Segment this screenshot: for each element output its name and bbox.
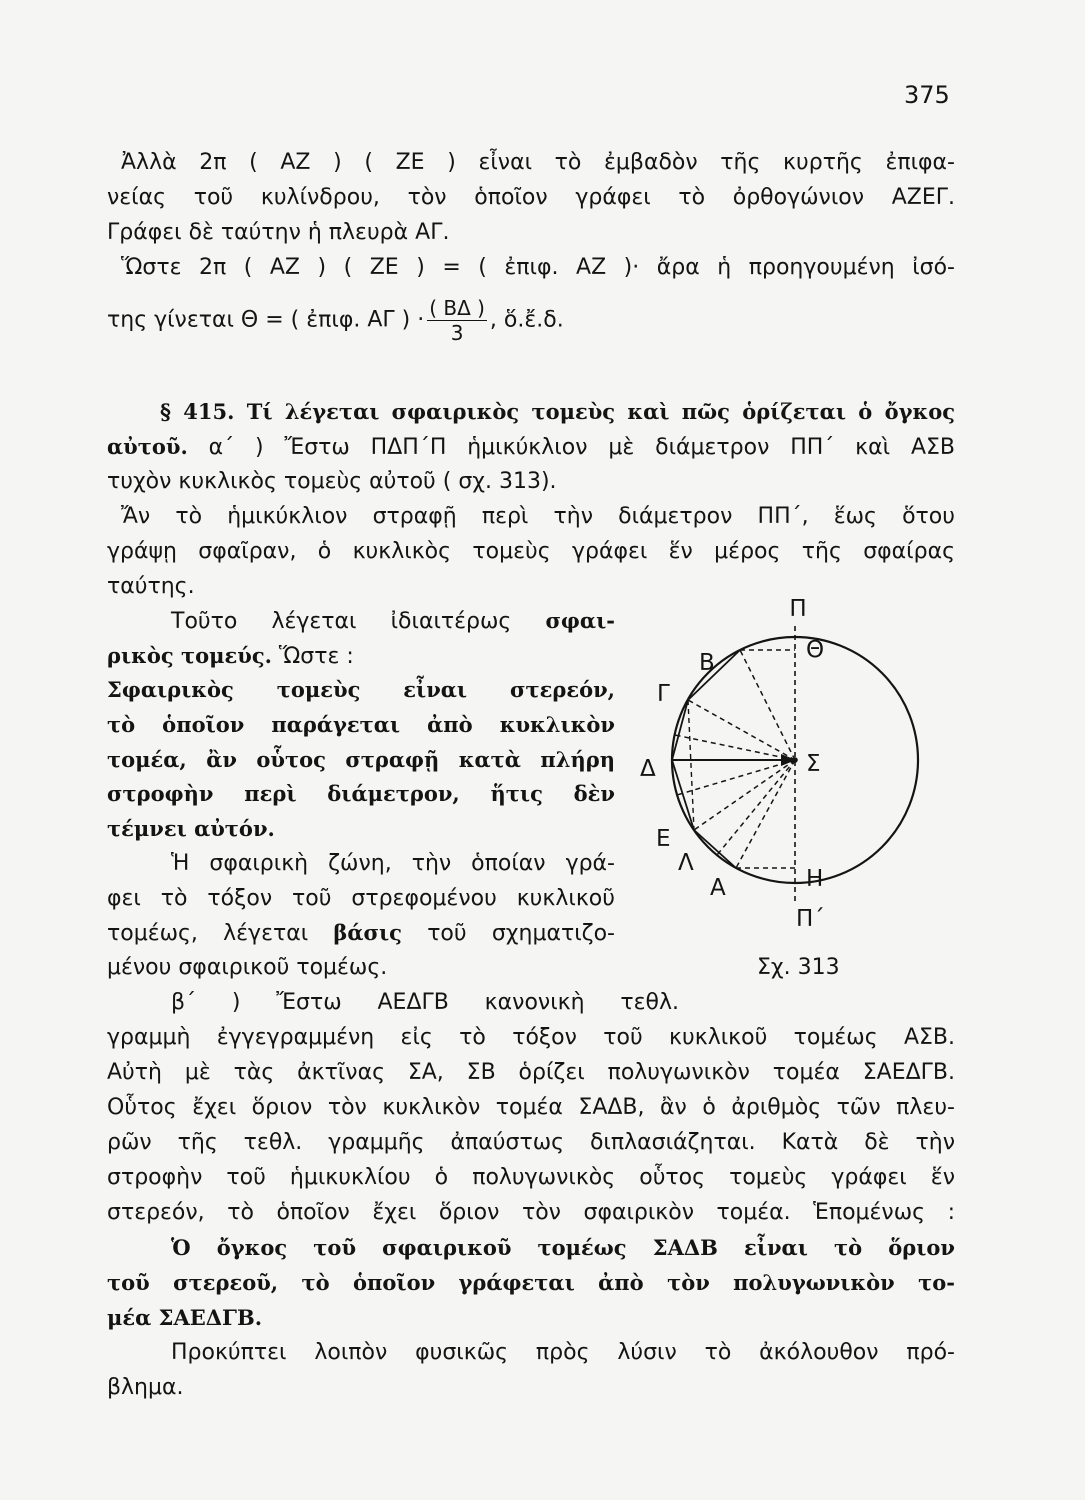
text-line: τυχὸν κυκλικὸς τομεὺς αὐτοῦ ( σχ. 313). (107, 469, 557, 494)
text-line: ρῶν τῆς τεθλ. γραμμῆς ἀπαύστως διπλασιάζηται. Κατὰ δὲ τὴν (107, 1130, 955, 1155)
paragraph-surface-area (107, 145, 955, 285)
text-span: α΄ ) Ἔστω ΠΔΠ΄Π ἡμικύκλιον μὲ διάμετρον ΠΠ΄ καὶ ΑΣΒ (208, 435, 955, 460)
definition-text: τομέα, ἂν οὗτος στραφῇ κατὰ πλήρη (107, 746, 615, 772)
text-line (107, 604, 615, 639)
text-line: Ἡ σφαιρικὴ ζώνη, τὴν ὁποίαν γρά- (171, 850, 615, 876)
text-span: τομέως, λέγεται (107, 921, 309, 947)
radius-sigma-l (717, 760, 795, 855)
theorem-line (107, 1265, 955, 1300)
text-line: β΄ ) Ἔστω ΑΕΔΓΒ κανονικὴ τεθλ. (171, 990, 679, 1015)
label-e: Ε (656, 826, 671, 852)
page-number: 375 (904, 81, 950, 109)
label-p: Π (789, 596, 807, 622)
radius-sigma-a (736, 760, 795, 868)
definition-line (107, 743, 615, 778)
center-point (792, 757, 798, 763)
section-415 (107, 394, 955, 604)
bold-term: βάσις (333, 920, 402, 946)
radius-sigma-mid-upper (675, 735, 795, 760)
definition-line (107, 777, 615, 812)
text-span: Ὥστε : (278, 643, 354, 669)
theorem-text: Ὁ ὄγκος τοῦ σφαιρικοῦ τομέως ΣΑΔΒ εἶναι τὸ ὅριον (171, 1235, 955, 1260)
definition-text: στροφὴν περὶ διάμετρον, ἥτις δὲν (107, 781, 615, 807)
paragraph-polygonal-sector (107, 985, 955, 1405)
section-heading-end: αὐτοῦ. (107, 434, 188, 459)
section-heading-line (107, 394, 955, 429)
theorem-line (107, 1300, 955, 1335)
text-line: στερεόν, τὸ ὁποῖον ἔχει ὅριον τὸν σφαιρικὸν τομέα. Ἑπομένως : (107, 1200, 955, 1225)
definition-text: τέμνει αὐτόν. (107, 816, 275, 842)
definition-line (107, 708, 615, 743)
label-p-prime: Π΄ (796, 906, 825, 932)
theorem-text: τοῦ στερεοῦ, τὸ ὁποῖον γράφεται ἀπὸ τὸν πολυγωνικὸν το- (107, 1270, 955, 1295)
fraction-denominator: 3 (450, 321, 464, 345)
segment-g-e (688, 700, 694, 830)
label-theta: Θ (806, 637, 825, 663)
radius-sigma-b (740, 650, 795, 760)
text-line: Αὐτὴ μὲ τὰς ἀκτῖνας ΣΑ, ΣΒ ὁρίζει πολυγωνικὸν τομέα ΣΑΕΔΓΒ. (107, 1060, 955, 1085)
text-line: Ἀλλὰ 2π ( ΑΖ ) ( ΖΕ ) εἶναι τὸ ἐμβαδὸν τῆς κυρτῆς ἐπιφα- (121, 150, 955, 175)
text-span: Τοῦτο λέγεται ἰδιαιτέρως (171, 609, 512, 634)
fraction-numerator: ( ΒΔ ) (429, 296, 485, 320)
definition-text: τὸ ὁποῖον παράγεται ἀπὸ κυκλικὸν (107, 712, 615, 738)
text-line (107, 916, 615, 951)
definition-line (107, 673, 615, 708)
definition-text: Σφαιρικὸς τομεὺς εἶναι στερεόν, (107, 677, 615, 703)
label-g: Γ (657, 681, 670, 707)
text-line: Προκύπτει λοιπὸν φυσικῶς πρὸς λύσιν τὸ ἀκόλουθον πρό- (171, 1340, 955, 1365)
equation-line (107, 296, 955, 345)
equation-end: , ὅ.ἔ.δ. (489, 307, 564, 333)
label-d: Δ (640, 756, 656, 782)
text-line: Ἄν τὸ ἡμικύκλιον στραφῇ περὶ τὴν διάμετρον ΠΠ΄, ἕως ὅτου (121, 504, 955, 529)
fraction (427, 298, 487, 343)
bold-term: ρικὸς τομεύς. (107, 642, 272, 668)
text-line: νείας τοῦ κυλίνδρου, τὸν ὁποῖον γράφει τὸ ὀρθογώνιον ΑΖΕΓ. (107, 185, 955, 210)
text-line: γράψῃ σφαῖραν, ὁ κυκλικὸς τομεὺς γράφει ἕν μέρος τῆς σφαίρας (107, 539, 955, 564)
label-a: Α (710, 875, 726, 901)
text-line (107, 639, 615, 674)
text-line: γραμμὴ ἐγγεγραμμένη εἰς τὸ τόξον τοῦ κυκλικοῦ τομέως ΑΣΒ. (107, 1025, 955, 1050)
radius-sigma-e (694, 760, 795, 830)
definition-column (107, 604, 615, 986)
text-span: τοῦ σχηματιζο- (427, 921, 615, 947)
theorem-line (107, 1230, 955, 1265)
chord-e-a (694, 830, 736, 868)
text-line: στροφὴν τοῦ ἡμικυκλίου ὁ πολυγωνικὸς οὗτος τομεὺς γράφει ἕν (107, 1165, 955, 1190)
radius-sigma-g (688, 700, 795, 760)
text-line: βλημα. (107, 1375, 184, 1400)
text-line: ταύτης. (107, 574, 195, 599)
chord-d-e (672, 760, 694, 830)
radius-sigma-mid-lower (677, 760, 795, 795)
text-line (107, 429, 955, 464)
chord-g-d (672, 700, 688, 760)
text-line: Γράφει δὲ ταύτην ἡ πλευρὰ ΑΓ. (107, 220, 450, 245)
text-line: φει τὸ τόξον τοῦ στρεφομένου κυκλικοῦ (107, 885, 615, 911)
text-line: Ὥστε 2π ( ΑΖ ) ( ΖΕ ) = ( ἐπιφ. ΑΖ )· ἄρα ἡ προηγουμένη ἰσό- (121, 255, 955, 280)
definition-line (107, 812, 615, 847)
text-line: Οὗτος ἔχει ὅριον τὸν κυκλικὸν τομέα ΣΑΔΒ, ἂν ὁ ἀριθμὸς τῶν πλευ- (107, 1095, 955, 1120)
equation-start: της γίνεται Θ = ( ἐπιφ. ΑΓ ) · (107, 307, 425, 333)
label-l: Λ (678, 850, 694, 876)
label-h: Η (806, 866, 824, 892)
label-s: Σ (806, 751, 821, 777)
section-heading: § 415. Τί λέγεται σφαιρικὸς τομεὺς καὶ πῶς ὁρίζεται ὁ ὄγκος (160, 399, 955, 424)
theorem-text: μέα ΣΑΕΔΓΒ. (107, 1305, 263, 1330)
label-b: Β (699, 650, 715, 676)
bold-term: σφαι- (545, 608, 615, 633)
text-line: μένου σφαιρικοῦ τομέως. (107, 954, 388, 980)
figure-caption: Σχ. 313 (757, 955, 840, 980)
figure-313-diagram (630, 590, 940, 935)
